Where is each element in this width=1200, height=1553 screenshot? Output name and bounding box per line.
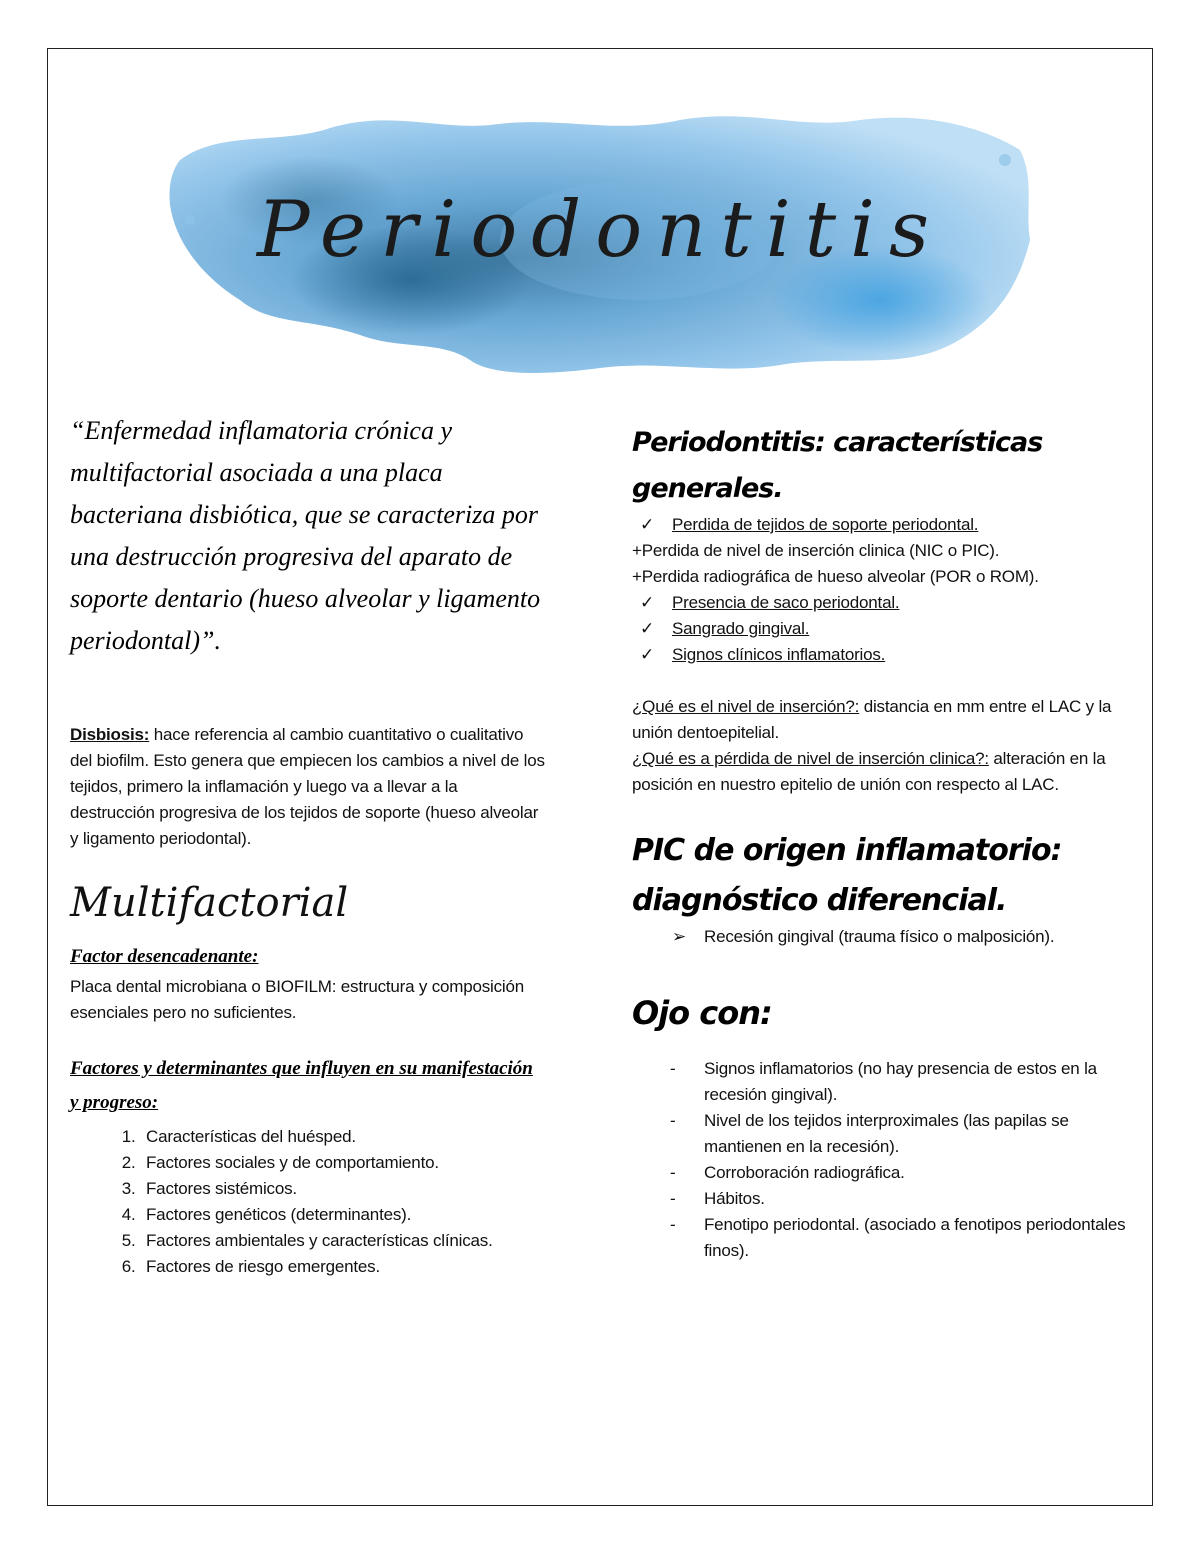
general-list-top: [632, 512, 1132, 538]
general-section: [632, 512, 1132, 668]
arrow-icon: ➢: [672, 927, 687, 946]
dash-icon: -: [670, 1059, 676, 1078]
multifactorial-heading: Multifactorial: [70, 880, 349, 926]
general-sub-2: +Perdida radiográfica de hueso alveolar (POR o ROM).: [632, 567, 1039, 586]
factors-list: [70, 1124, 545, 1280]
list-item: - Signos inflamatorios (no hay presencia de estos en la recesión gingival).: [632, 1056, 1132, 1108]
insertion-questions: [632, 694, 1132, 798]
q1-label: ¿Qué es el nivel de inserción?:: [632, 697, 860, 716]
list-item: - Fenotipo periodontal. (asociado a fenotipos periodontales finos).: [632, 1212, 1132, 1264]
q2-text: alteración en la posición en nuestro epitelio de unión con respecto al LAC.: [632, 749, 1106, 794]
disbiosis-paragraph: [70, 722, 545, 852]
pic-heading-line-2: diagnóstico diferencial.: [632, 883, 1007, 918]
title-banner: [160, 90, 1040, 390]
q2-label: ¿Qué es a pérdida de nivel de inserción clinica?:: [632, 749, 989, 768]
list-item: 4. Factores genéticos (determinantes).: [140, 1202, 545, 1228]
page-title: Periodontitis: [256, 185, 944, 275]
trigger-heading: Factor desencadenante:: [70, 946, 259, 967]
list-item: 1. Características del huésped.: [140, 1124, 545, 1150]
check-icon: ✓: [640, 645, 655, 664]
ojo-heading: Ojo con:: [632, 994, 772, 1032]
list-item: 2. Factores sociales y de comportamiento.: [140, 1150, 545, 1176]
factors-heading: Factores y determinantes que influyen en su manifestación y progreso:: [70, 1058, 533, 1113]
dash-icon: -: [670, 1111, 676, 1130]
disbiosis-text: hace referencia al cambio cuantitativo o cualitativo del biofilm. Esto genera que empiecen los cambios a nivel de los tejidos, primero la inflamación y luego va a llevar a la destrucción progresiva de los tejidos de soporte (hueso alveolar y ligamento periodontal).: [70, 725, 545, 848]
list-item: ✓ Presencia de saco periodontal.: [632, 590, 1132, 616]
definition-quote: “Enfermedad inflamatoria crónica y multifactorial asociada a una placa bacteriana disbiótica, que se caracteriza por una destrucción progresiva del aparato de soporte dentario (hueso alveolar y ligamento periodontal)”.: [70, 416, 541, 655]
list-item: 3. Factores sistémicos.: [140, 1176, 545, 1202]
left-column: [70, 410, 545, 1280]
right-column: [632, 420, 1132, 1264]
check-icon: ✓: [640, 515, 655, 534]
list-item: ➢ Recesión gingival (trauma físico o malposición).: [632, 924, 1132, 950]
list-item: - Nivel de los tejidos interproximales (las papilas se mantienen en la recesión).: [632, 1108, 1132, 1160]
list-item: ✓ Perdida de tejidos de soporte periodontal.: [632, 512, 1132, 538]
q1-text: distancia en mm entre el LAC y la unión dentoepitelial.: [632, 697, 1112, 742]
ojo-list: [632, 1056, 1132, 1264]
check-icon: ✓: [640, 593, 655, 612]
disbiosis-label: Disbiosis:: [70, 725, 150, 744]
list-item: - Hábitos.: [632, 1186, 1132, 1212]
check-icon: ✓: [640, 619, 655, 638]
list-item: ✓ Sangrado gingival.: [632, 616, 1132, 642]
general-heading: Periodontitis: características generales.: [632, 427, 1043, 504]
general-sub-1: +Perdida de nivel de inserción clinica (NIC o PIC).: [632, 541, 1000, 560]
pic-heading-line-1: PIC de origen inflamatorio:: [632, 833, 1062, 868]
pic-list: [632, 924, 1132, 950]
list-item: 5. Factores ambientales y características clínicas.: [140, 1228, 545, 1254]
list-item: ✓ Signos clínicos inflamatorios.: [632, 642, 1132, 668]
dash-icon: -: [670, 1189, 676, 1208]
dash-icon: -: [670, 1215, 676, 1234]
dash-icon: -: [670, 1163, 676, 1182]
general-list-rest: [632, 590, 1132, 668]
list-item: - Corroboración radiográfica.: [632, 1160, 1132, 1186]
trigger-text: Placa dental microbiana o BIOFILM: estructura y composición esenciales pero no suficientes.: [70, 977, 525, 1022]
list-item: 6. Factores de riesgo emergentes.: [140, 1254, 545, 1280]
